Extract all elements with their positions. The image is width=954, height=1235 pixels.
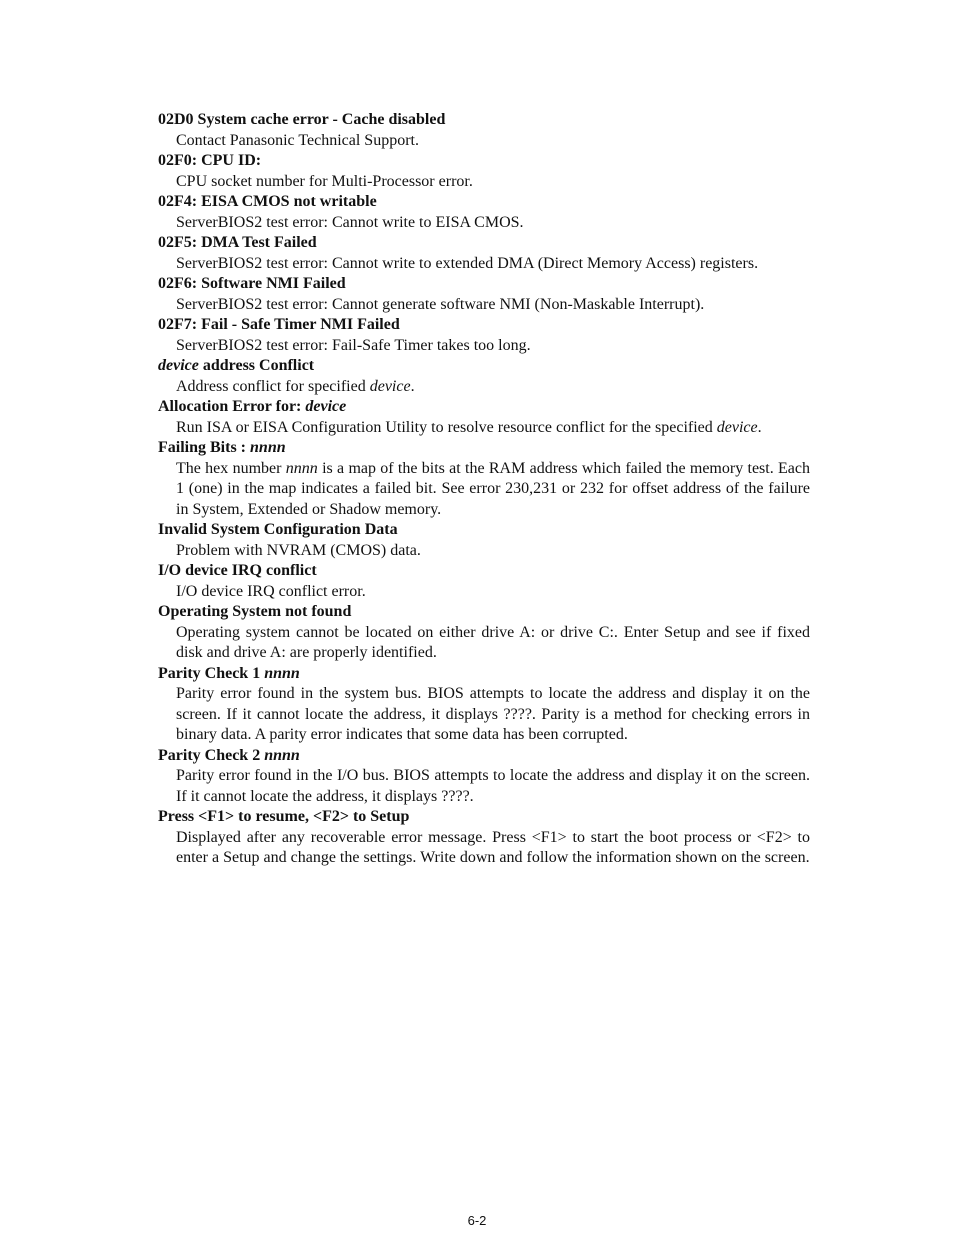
- error-description: [158, 213, 810, 234]
- description-text: .: [410, 377, 415, 395]
- error-code-heading: [158, 664, 810, 685]
- description-text: Address conflict for specified: [176, 377, 370, 395]
- heading-text: Allocation Error for:: [158, 398, 306, 415]
- error-description: [158, 172, 810, 193]
- heading-text: Operating System not found: [158, 603, 352, 620]
- heading-text: Parity Check 2: [158, 746, 265, 764]
- error-code-heading: [158, 192, 810, 213]
- error-description: [158, 766, 810, 807]
- error-description: [158, 295, 810, 316]
- description-text: Parity error found in the I/O bus. BIOS attempts to locate the address and display it on the screen. If it cannot locate the address, it displays ????.: [176, 767, 810, 805]
- description-variable-text: nnnn: [285, 459, 318, 477]
- heading-text: Invalid System Configuration Data: [158, 521, 398, 538]
- error-entry: [158, 356, 810, 397]
- description-variable-text: device: [716, 418, 758, 436]
- error-description: [158, 541, 810, 562]
- heading-variable-text: nnnn: [264, 746, 300, 764]
- error-entry: [158, 110, 810, 151]
- error-description: [158, 377, 810, 398]
- heading-variable-text: nnnn: [264, 664, 300, 682]
- error-description: [158, 623, 810, 664]
- description-text: ServerBIOS2 test error: Cannot generate software NMI (Non-Maskable Interrupt).: [176, 295, 705, 313]
- heading-text: 02F5: DMA Test Failed: [158, 234, 317, 251]
- error-entry: [158, 664, 810, 746]
- error-entry: [158, 602, 810, 664]
- error-description: [158, 418, 810, 439]
- error-entry: [158, 274, 810, 315]
- error-code-heading: [158, 397, 810, 418]
- error-message-list: [158, 110, 810, 869]
- error-description: [158, 684, 810, 746]
- error-code-heading: [158, 602, 810, 623]
- description-text: Problem with NVRAM (CMOS) data.: [176, 541, 421, 559]
- error-entry: [158, 151, 810, 192]
- error-entry: [158, 807, 810, 869]
- error-entry: [158, 397, 810, 438]
- heading-text: 02F6: Software NMI Failed: [158, 275, 346, 292]
- description-text: .: [757, 418, 762, 436]
- heading-text: address Conflict: [198, 357, 315, 374]
- description-text: Run ISA or EISA Configuration Utility to resolve resource conflict for the specified: [176, 418, 717, 436]
- heading-text: 02D0 System cache error - Cache disabled: [158, 111, 446, 128]
- error-description: [158, 459, 810, 521]
- error-description: [158, 254, 810, 275]
- description-text: ServerBIOS2 test error: Fail-Safe Timer takes too long.: [176, 336, 531, 354]
- heading-text: Press <F1> to resume, <F2> to Setup: [158, 808, 410, 825]
- error-code-heading: [158, 746, 810, 767]
- description-text: ServerBIOS2 test error: Cannot write to EISA CMOS.: [176, 213, 524, 231]
- error-code-heading: [158, 315, 810, 336]
- error-description: [158, 582, 810, 603]
- error-entry: [158, 192, 810, 233]
- description-text: ServerBIOS2 test error: Cannot write to extended DMA (Direct Memory Access) registers.: [176, 254, 759, 272]
- description-text: Operating system cannot be located on either drive A: or drive C:. Enter Setup and see if fixed disk and drive A: are properly identified.: [176, 623, 810, 661]
- heading-text: 02F4: EISA CMOS not writable: [158, 193, 377, 210]
- heading-text: 02F7: Fail - Safe Timer NMI Failed: [158, 316, 400, 333]
- error-code-heading: [158, 233, 810, 254]
- page-number: 6-2: [467, 1213, 487, 1228]
- error-code-heading: [158, 438, 810, 459]
- error-description: [158, 131, 810, 152]
- error-code-heading: [158, 520, 810, 541]
- error-code-heading: [158, 561, 810, 582]
- description-text: Parity error found in the system bus. BIOS attempts to locate the address and display it on the screen. If it cannot locate the address, it displays ????. Parity is a method for checking errors in binary data. A parity error indicates that some data has been corrupted.: [176, 685, 810, 743]
- heading-text: Parity Check 1: [158, 664, 265, 682]
- error-entry: [158, 520, 810, 561]
- description-text: is a map of the bits at the RAM address which failed the memory test. Each 1 (one) in the map indicates a failed bit. See error 230,231 or 232 for offset address of the failure in System, Extended or Shadow memory.: [176, 459, 810, 518]
- description-text: Displayed after any recoverable error message. Press <F1> to start the boot process or <F2> to enter a Setup and change the settings. Write down and follow the information shown on the screen.: [176, 828, 810, 866]
- description-variable-text: device: [369, 377, 411, 395]
- heading-variable-text: device: [158, 357, 199, 374]
- description-text: CPU socket number for Multi-Processor error.: [176, 172, 473, 190]
- description-text: Contact Panasonic Technical Support.: [176, 131, 419, 149]
- description-text: I/O device IRQ conflict error.: [176, 582, 366, 600]
- error-entry: [158, 315, 810, 356]
- error-entry: [158, 746, 810, 808]
- error-code-heading: [158, 151, 810, 172]
- heading-text: Failing Bits :: [158, 439, 251, 456]
- heading-variable-text: device: [305, 398, 347, 415]
- error-description: [158, 336, 810, 357]
- heading-text: 02F0: CPU ID:: [158, 152, 262, 169]
- error-entry: [158, 233, 810, 274]
- error-code-heading: [158, 807, 810, 828]
- error-code-heading: [158, 110, 810, 131]
- error-entry: [158, 438, 810, 520]
- error-entry: [158, 561, 810, 602]
- error-code-heading: [158, 274, 810, 295]
- heading-text: I/O device IRQ conflict: [158, 562, 317, 579]
- heading-variable-text: nnnn: [250, 439, 286, 456]
- error-code-heading: [158, 356, 810, 377]
- description-text: The hex number: [176, 459, 286, 477]
- error-description: [158, 828, 810, 869]
